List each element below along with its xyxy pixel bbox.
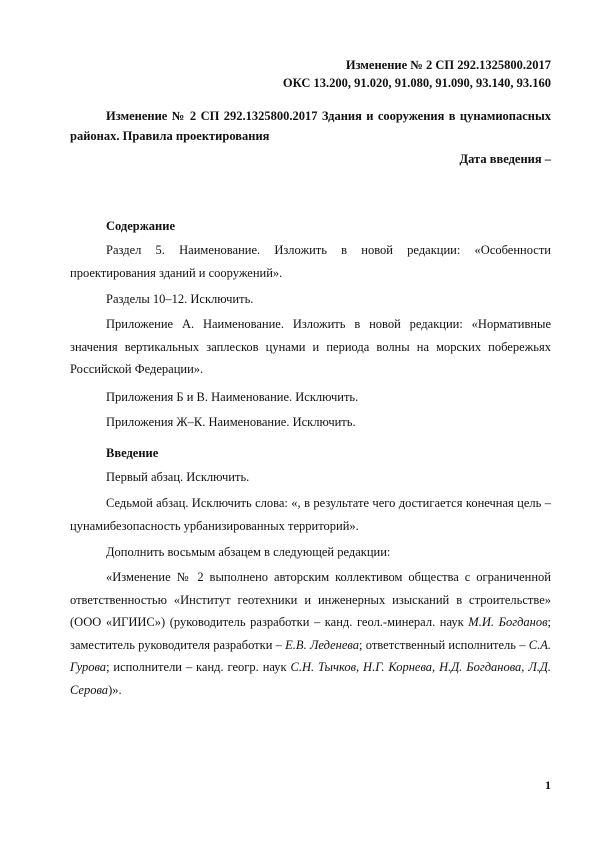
change-number-header: Изменение № 2 СП 292.1325800.2017 xyxy=(345,58,551,72)
contents-paragraph-section5: Раздел 5. Наименование. Изложить в новой редакции: «Особенности проектирования зданий и сооружений». xyxy=(70,243,551,280)
intro-paragraph-seventh: Седьмой абзац. Исключить слова: «, в результате чего достигается конечная цель – цунамибезопасность урбанизированных территорий». xyxy=(70,496,551,533)
contents-paragraph-appendix-a: Приложение А. Наименование. Изложить в новой редакции: «Нормативные значения вертикальных заплесков цунами и периода волны на морских побережьях Российской Федерации». xyxy=(70,317,551,376)
introduction-heading: Введение xyxy=(106,446,159,460)
author-name-ledeneva: Е.В. Леденева xyxy=(285,637,360,652)
authors-text-1: «Изменение № 2 выполнено авторским коллективом общества с ограниченной ответственностью «Институт геотехники и инженерных изысканий в строительстве» (ООО «ИГИИС») (руководитель разработки – канд. геол.-минерал. наук xyxy=(70,570,551,629)
authors-text-4: ; исполнители – канд. геогр. наук xyxy=(106,660,291,674)
author-name-gurova: С.А. Гурова xyxy=(70,637,551,674)
authors-text-3: ; ответственный исполнитель – xyxy=(359,637,529,652)
introduction-date: Дата введения – xyxy=(459,152,551,166)
authors-text-2: ; заместитель руководителя разработки – xyxy=(70,615,551,652)
page-number: 1 xyxy=(545,778,551,792)
authors-text-5: )». xyxy=(108,682,122,697)
contents-paragraph-appendix-zh-k: Приложения Ж–К. Наименование. Исключить. xyxy=(106,415,356,429)
contents-heading: Содержание xyxy=(106,219,176,233)
document-title: Изменение № 2 СП 292.1325800.2017 Здания и сооружения в цунамиопасных районах. Правила проектирования xyxy=(70,109,551,143)
oks-codes-header: ОКС 13.200, 91.020, 91.080, 91.090, 93.140, 93.160 xyxy=(282,76,551,90)
contents-paragraph-sections10-12: Разделы 10–12. Исключить. xyxy=(106,292,254,306)
intro-paragraph-first: Первый абзац. Исключить. xyxy=(106,470,250,484)
author-name-bogdanov: М.И. Богданов xyxy=(468,615,548,629)
contents-paragraph-appendix-b-v: Приложения Б и В. Наименование. Исключить. xyxy=(106,390,359,404)
intro-paragraph-authors xyxy=(70,566,551,701)
author-names-executors: С.Н. Тычков, Н.Г. Корнева, Н.Д. Богданова, Л.Д. Серова xyxy=(70,660,551,697)
intro-paragraph-add-eighth: Дополнить восьмым абзацем в следующей редакции: xyxy=(106,545,391,559)
